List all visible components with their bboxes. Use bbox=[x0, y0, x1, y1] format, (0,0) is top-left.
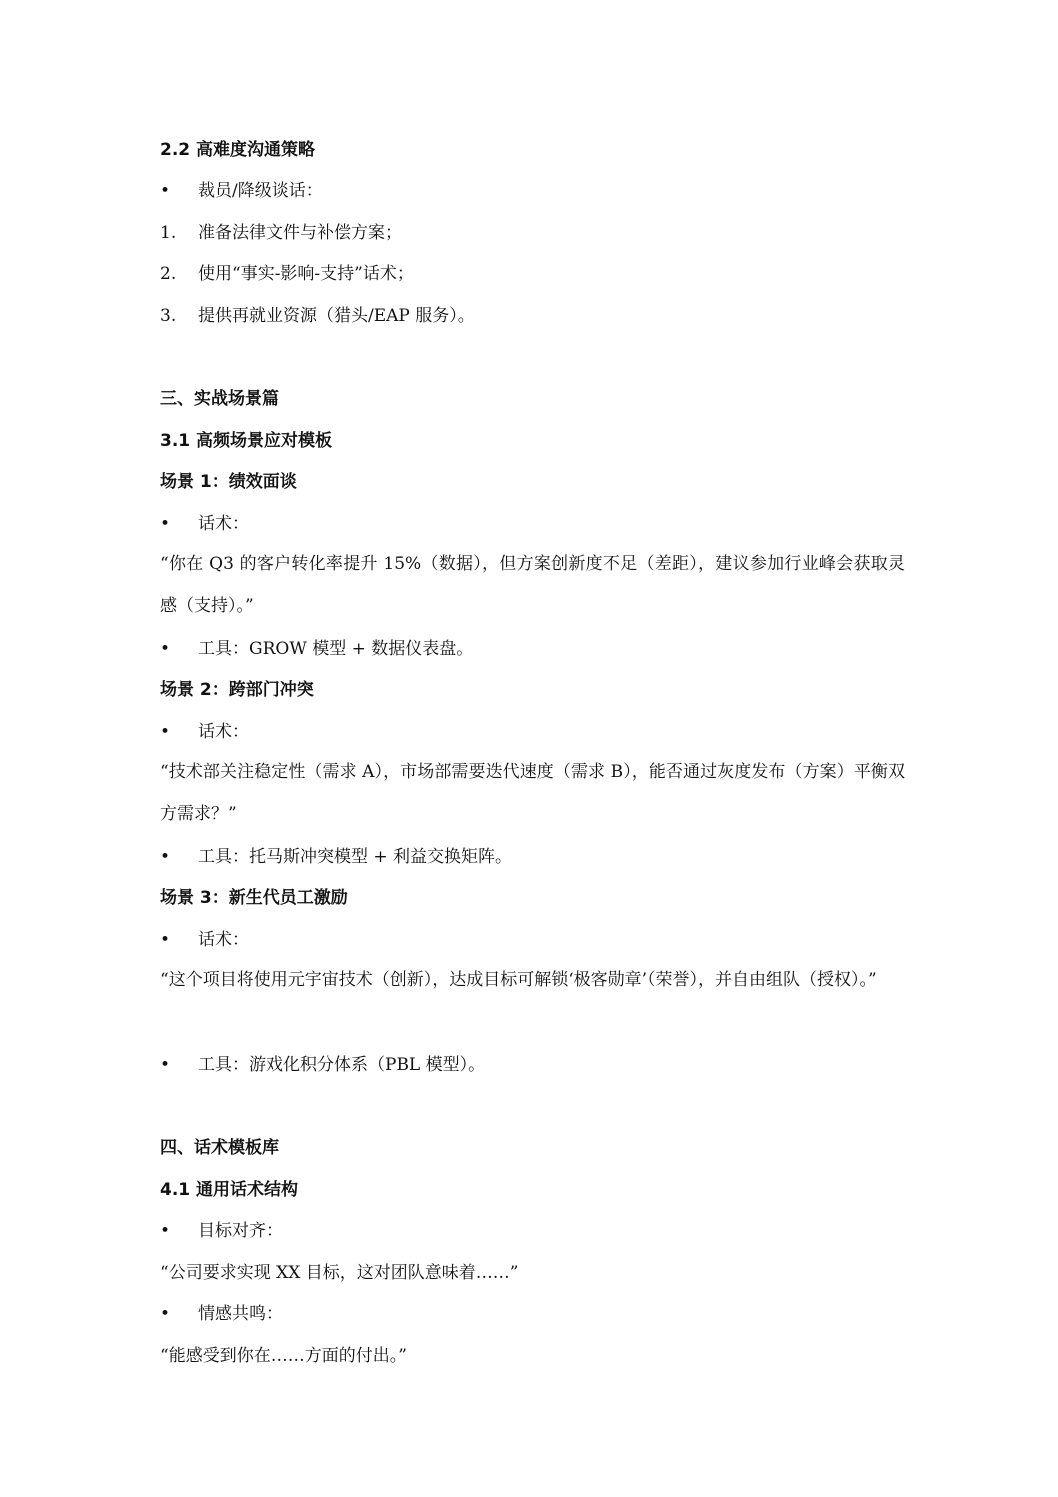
bullet-text: 话术： bbox=[198, 514, 249, 534]
bullet-marker: • bbox=[160, 1055, 171, 1075]
quote-line: “公司要求实现 XX 目标，这对团队意味着……” bbox=[160, 1263, 519, 1283]
list-item: 准备法律文件与补偿方案； bbox=[198, 223, 402, 243]
bullet-text: 情感共鸣： bbox=[198, 1304, 283, 1324]
list-number: 3. bbox=[160, 306, 177, 326]
list-number: 1. bbox=[160, 223, 177, 243]
bullet-marker: • bbox=[160, 847, 171, 867]
bullet-marker: • bbox=[160, 930, 171, 950]
quote-paragraph: “你在 Q3 的客户转化率提升 15%（数据），但方案创新度不足（差距），建议参加行业峰会获取灵感（支持）。” bbox=[160, 554, 905, 616]
bullet-marker: • bbox=[160, 1221, 171, 1241]
scene-title: 场景 3：新生代员工激励 bbox=[160, 888, 348, 908]
bullet-text: 目标对齐： bbox=[198, 1221, 283, 1241]
quote-paragraph: “技术部关注稳定性（需求 A），市场部需要迭代速度（需求 B），能否通过灰度发布（方案）平衡双方需求？” bbox=[160, 762, 905, 824]
tool-text: 工具：托马斯冲突模型 + 利益交换矩阵。 bbox=[198, 847, 513, 867]
chapter-heading: 三、实战场景篇 bbox=[160, 389, 279, 409]
chapter-heading: 四、话术模板库 bbox=[160, 1138, 279, 1158]
scene-title: 场景 2：跨部门冲突 bbox=[160, 680, 314, 700]
scene-title: 场景 1：绩效面谈 bbox=[160, 472, 297, 492]
bullet-marker: • bbox=[160, 722, 171, 742]
tool-text: 工具：GROW 模型 + 数据仪表盘。 bbox=[198, 639, 474, 659]
list-number: 2. bbox=[160, 264, 177, 284]
section-heading: 2.2 高难度沟通策略 bbox=[160, 140, 316, 160]
bullet-marker: • bbox=[160, 181, 171, 201]
bullet-text: 裁员/降级谈话： bbox=[198, 181, 323, 201]
section-heading: 4.1 通用话术结构 bbox=[160, 1180, 299, 1200]
bullet-text: 话术： bbox=[198, 930, 249, 950]
bullet-marker: • bbox=[160, 639, 171, 659]
list-item: 使用“事实-影响-支持”话术； bbox=[198, 264, 414, 284]
quote-paragraph: “这个项目将使用元宇宙技术（创新），达成目标可解锁‘极客勋章’（荣誉），并自由组队（授权）。” bbox=[160, 970, 877, 990]
bullet-text: 话术： bbox=[198, 722, 249, 742]
tool-text: 工具：游戏化积分体系（PBL 模型）。 bbox=[198, 1055, 486, 1075]
section-heading: 3.1 高频场景应对模板 bbox=[160, 431, 333, 451]
list-item: 提供再就业资源（猎头/EAP 服务）。 bbox=[198, 306, 475, 326]
bullet-marker: • bbox=[160, 1304, 171, 1324]
bullet-marker: • bbox=[160, 514, 171, 534]
quote-line: “能感受到你在……方面的付出。” bbox=[160, 1346, 407, 1366]
